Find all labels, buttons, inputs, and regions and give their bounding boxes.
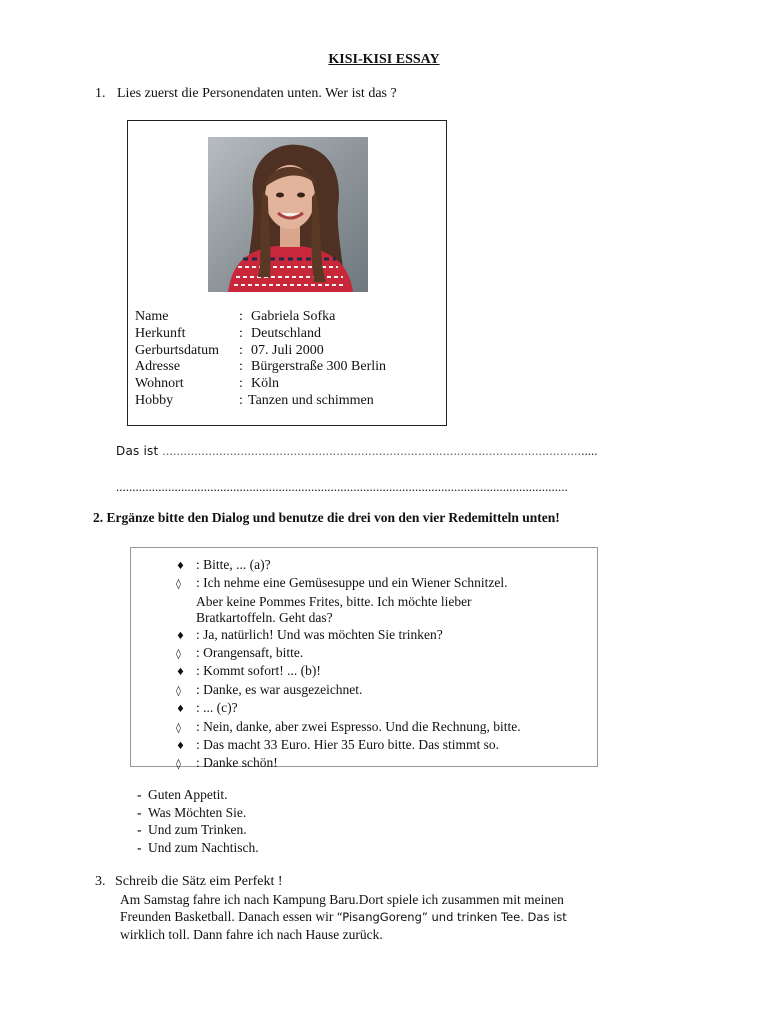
profile-label: Wohnort	[135, 376, 184, 392]
dialog-line	[176, 737, 521, 755]
dialog-line	[176, 627, 521, 645]
dialog-line	[176, 682, 521, 700]
diamond-filled-icon: ♦	[176, 741, 185, 753]
dialog-line	[176, 719, 521, 737]
dialog-line	[176, 575, 521, 593]
redemittel-list	[137, 786, 259, 856]
diamond-outline-icon: ◊	[176, 759, 181, 771]
paragraph-text: Freunden Basketball. Danach essen wir	[120, 909, 337, 925]
dialog-text: : ... (c)?	[196, 700, 238, 716]
dialog-text: Bratkartoffeln. Geht das?	[196, 610, 333, 626]
profile-label: Gerburtsdatum	[135, 342, 219, 358]
profile-label: Herkunft	[135, 325, 186, 341]
dialog-line	[176, 700, 521, 718]
profile-value: Tanzen und schimmen	[248, 392, 374, 408]
dialog-lines	[176, 557, 521, 774]
dialog-text: : Danke, es war ausgezeichnet.	[196, 681, 363, 697]
answer-dots: ......................................................................................................................	[162, 443, 582, 458]
profile-label: Name	[135, 309, 169, 324]
profile-separator: :	[239, 342, 243, 358]
profile-row-adresse	[135, 359, 386, 376]
answer-prefix: Das ist	[116, 444, 163, 458]
question-3-paragraph	[120, 891, 567, 944]
paragraph-line	[120, 908, 567, 926]
diamond-outline-icon: ◊	[176, 579, 181, 591]
profile-value: Gabriela Sofka	[251, 309, 336, 324]
dash-icon: -	[137, 804, 142, 820]
profile-separator: :	[239, 325, 243, 341]
dash-icon: -	[137, 839, 142, 855]
dialog-text: : Nein, danke, aber zwei Espresso. Und die Rechnung, bitte.	[196, 718, 521, 734]
profile-value: Köln	[251, 376, 279, 392]
profile-label: Adresse	[135, 359, 181, 375]
diamond-outline-icon: ◊	[176, 649, 181, 661]
option-text: Und zum Nachtisch.	[148, 839, 259, 855]
diamond-filled-icon: ♦	[176, 704, 185, 716]
profile-details	[135, 309, 386, 410]
profile-separator: :	[239, 376, 243, 392]
profile-separator: :	[239, 359, 243, 375]
dash-icon: -	[137, 822, 142, 837]
profile-label: Hobby	[135, 392, 174, 408]
question-1	[95, 86, 397, 102]
profile-row-geburtsdatum	[135, 343, 386, 360]
question-3-text: Schreib die Sätz eim Perfekt !	[115, 874, 283, 889]
dialog-text: : Orangensaft, bitte.	[196, 645, 304, 661]
dialog-text: : Kommt sofort! ... (b)!	[196, 663, 321, 679]
paragraph-line: Am Samstag fahre ich nach Kampung Baru.Dort spiele ich zusammen mit meinen	[120, 892, 564, 907]
profile-value: Deutschland	[251, 325, 321, 341]
dialog-box	[130, 547, 598, 771]
option-text: Was Möchten Sie.	[148, 804, 247, 820]
profile-separator: :	[239, 309, 243, 324]
list-item	[137, 804, 259, 822]
list-item	[137, 786, 259, 804]
option-text: Und zum Trinken.	[148, 822, 247, 837]
profile-value: 07. Juli 2000	[251, 342, 324, 358]
profile-value: Bürgerstraße 300 Berlin	[251, 359, 387, 375]
dialog-line	[176, 755, 521, 773]
diamond-filled-icon: ♦	[176, 561, 185, 572]
answer-dots-2: ...........................................................................................................................................	[116, 479, 568, 494]
dialog-line	[176, 594, 521, 610]
profile-row-hobby	[135, 393, 386, 410]
profile-row-wohnort	[135, 376, 386, 393]
paragraph-text-sans: “PisangGoreng” und trinken Tee. Das ist	[336, 910, 567, 925]
dash-icon: -	[137, 787, 142, 802]
profile-row-name	[135, 309, 386, 326]
paragraph-line: wirklich toll. Dann fahre ich nach Hause zurück.	[120, 927, 383, 943]
answer-dots-tail: .....	[581, 443, 598, 458]
list-item	[137, 821, 259, 839]
dialog-line	[176, 663, 521, 681]
option-text: Guten Appetit.	[148, 787, 228, 802]
dialog-text: : Ich nehme eine Gemüsesuppe und ein Wiener Schnitzel.	[196, 575, 508, 591]
list-item	[137, 839, 259, 857]
question-2-heading: 2. Ergänze bitte den Dialog und benutze die drei von den vier Redemitteln unten!	[93, 510, 560, 525]
profile-card	[127, 120, 447, 426]
page-title: KISI-KISI ESSAY	[328, 52, 440, 67]
diamond-outline-icon: ◊	[176, 685, 181, 697]
dialog-text: : Bitte, ... (a)?	[196, 557, 271, 572]
dialog-text: : Danke schön!	[196, 755, 278, 771]
dialog-line	[176, 645, 521, 663]
profile-row-herkunft	[135, 326, 386, 343]
question-3	[95, 874, 283, 890]
answer-line-2[interactable]	[116, 479, 568, 495]
dialog-line	[176, 610, 521, 626]
diamond-filled-icon: ♦	[176, 667, 185, 679]
dialog-line	[176, 557, 521, 575]
profile-photo	[208, 137, 368, 292]
answer-line-1[interactable]	[116, 443, 598, 459]
dialog-text: Aber keine Pommes Frites, bitte. Ich möchte lieber	[196, 593, 472, 609]
question-3-number: 3.	[95, 874, 106, 889]
dialog-text: : Ja, natürlich! Und was möchten Sie trinken?	[196, 626, 443, 642]
question-1-text: Lies zuerst die Personendaten unten. Wer ist das ?	[117, 86, 397, 101]
question-1-number: 1.	[95, 86, 106, 101]
dialog-text: : Das macht 33 Euro. Hier 35 Euro bitte. Das stimmt so.	[196, 737, 499, 753]
profile-separator: :	[239, 392, 243, 408]
diamond-outline-icon: ◊	[176, 722, 181, 734]
diamond-filled-icon: ♦	[176, 630, 185, 642]
